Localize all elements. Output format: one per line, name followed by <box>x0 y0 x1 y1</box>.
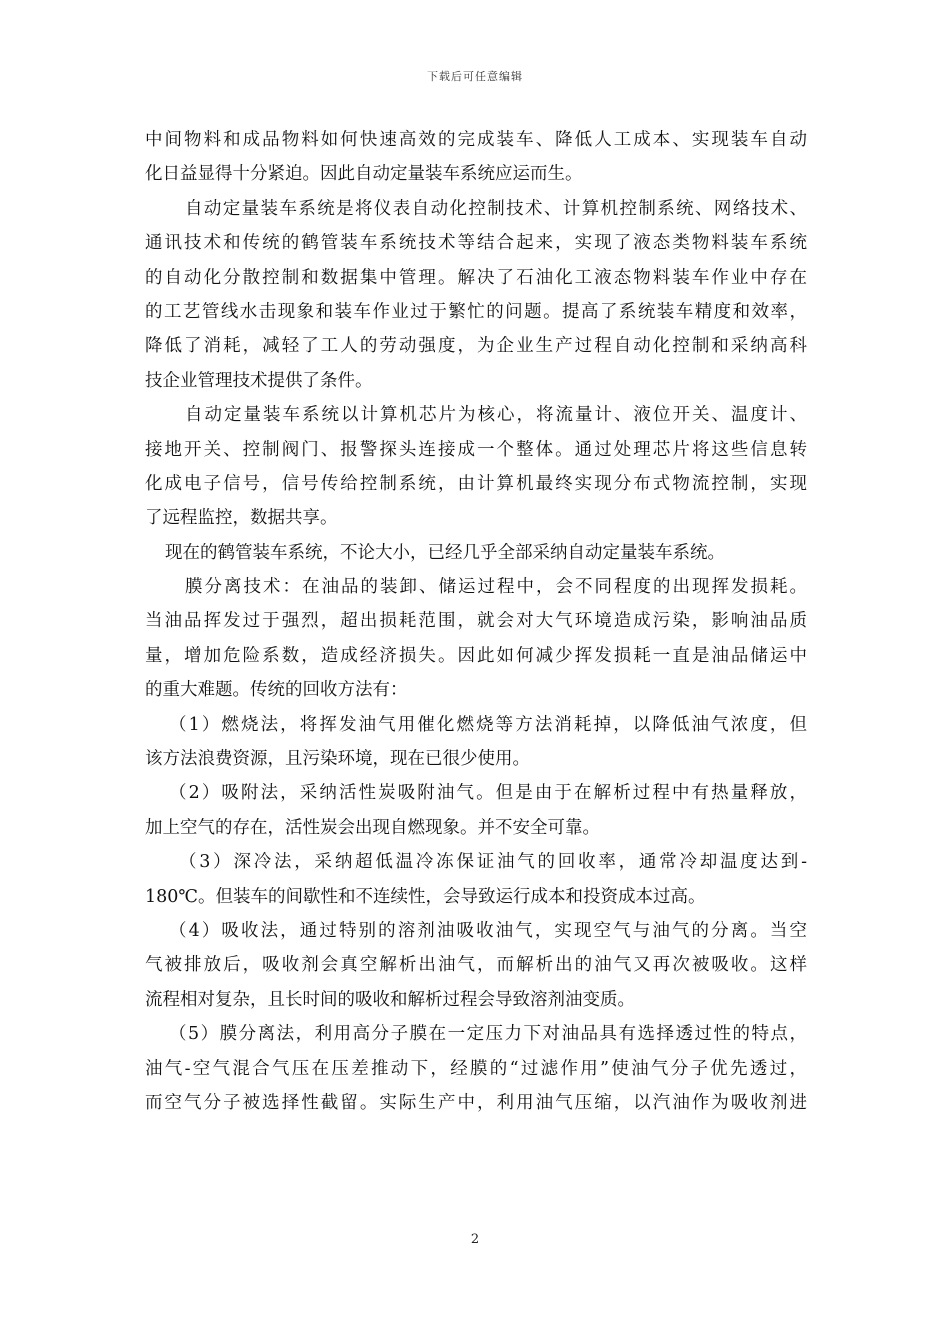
document-body <box>145 123 807 1120</box>
text-line: （4）吸收法，通过特别的溶剂油吸收油气，实现空气与油气的分离。当空 <box>169 920 807 941</box>
text-line: 化成电子信号，信号传给控制系统，由计算机最终实现分布式物流控制，实现 <box>145 473 807 494</box>
text-line: 加上空气的存在，活性炭会出现自燃现象。并不安全可靠。 <box>145 817 600 838</box>
text-line: 自动定量装车系统以计算机芯片为核心，将流量计、液位开关、温度计、 <box>185 405 807 426</box>
text-line: 现在的鹤管装车系统，不论大小，已经几乎全部采纳自动定量装车系统。 <box>165 542 725 563</box>
text-line: 降低了消耗，减轻了工人的劳动强度，为企业生产过程自动化控制和采纳高科 <box>145 336 807 357</box>
text-line: 中间物料和成品物料如何快速高效的完成装车、降低人工成本、实现装车自动 <box>145 130 807 150</box>
text-line: 180℃。但装车的间歇性和不连续性，会导致运行成本和投资成本过高。 <box>145 886 706 907</box>
text-line: 量，增加危险系数，造成经济损失。因此如何减少挥发损耗一直是油品储运中 <box>145 645 807 666</box>
text-line: 而空气分子被选择性截留。实际生产中，利用油气压缩，以汽油作为吸收剂进 <box>145 1092 807 1113</box>
text-line: 的重大难题。传统的回收方法有： <box>145 680 408 701</box>
text-line: 膜分离技术：在油品的装卸、储运过程中，会不同程度的出现挥发损耗。 <box>185 577 807 598</box>
text-line: 化日益显得十分紧迫。因此自动定量装车系统应运而生。 <box>145 164 583 185</box>
text-line: 了远程监控，数据共享。 <box>145 508 338 529</box>
text-line: 接地开关、控制阀门、报警探头连接成一个整体。通过处理芯片将这些信息转 <box>145 439 807 460</box>
text-line: 油气-空气混合气压在压差推动下，经膜的“过滤作用”使油气分子优先透过， <box>145 1058 807 1079</box>
page-header: 下载后可任意编辑 <box>427 70 523 83</box>
text-line: 通讯技术和传统的鹤管装车系统技术等结合起来，实现了液态类物料装车系统 <box>145 233 807 254</box>
text-line: 流程相对复杂，且长时间的吸收和解析过程会导致溶剂油变质。 <box>145 989 635 1010</box>
text-line: 的自动化分散控制和数据集中管理。解决了石油化工液态物料装车作业中存在 <box>145 267 807 288</box>
text-line: （3）深冷法，采纳超低温冷冻保证油气的回收率，通常冷却温度达到- <box>179 852 807 873</box>
text-line: 该方法浪费资源，且污染环境，现在已很少使用。 <box>145 749 530 770</box>
text-line: 的工艺管线水击现象和装车作业过于繁忙的问题。提高了系统装车精度和效率， <box>145 301 807 322</box>
text-line: （1）燃烧法，将挥发油气用催化燃烧等方法消耗掉，以降低油气浓度，但 <box>169 714 807 735</box>
text-line: 气被排放后，吸收剂会真空解析出油气，而解析出的油气又再次被吸收。这样 <box>145 955 807 976</box>
text-line: 技企业管理技术提供了条件。 <box>145 370 373 391</box>
text-line: 当油品挥发过于强烈，超出损耗范围，就会对大气环境造成污染，影响油品质 <box>145 611 807 632</box>
text-line: （2）吸附法，采纳活性炭吸附油气。但是由于在解析过程中有热量释放， <box>169 783 807 804</box>
page-number: 2 <box>470 1232 480 1247</box>
text-line: （5）膜分离法，利用高分子膜在一定压力下对油品具有选择透过性的特点， <box>169 1024 807 1045</box>
text-line: 自动定量装车系统是将仪表自动化控制技术、计算机控制系统、网络技术、 <box>185 198 807 219</box>
